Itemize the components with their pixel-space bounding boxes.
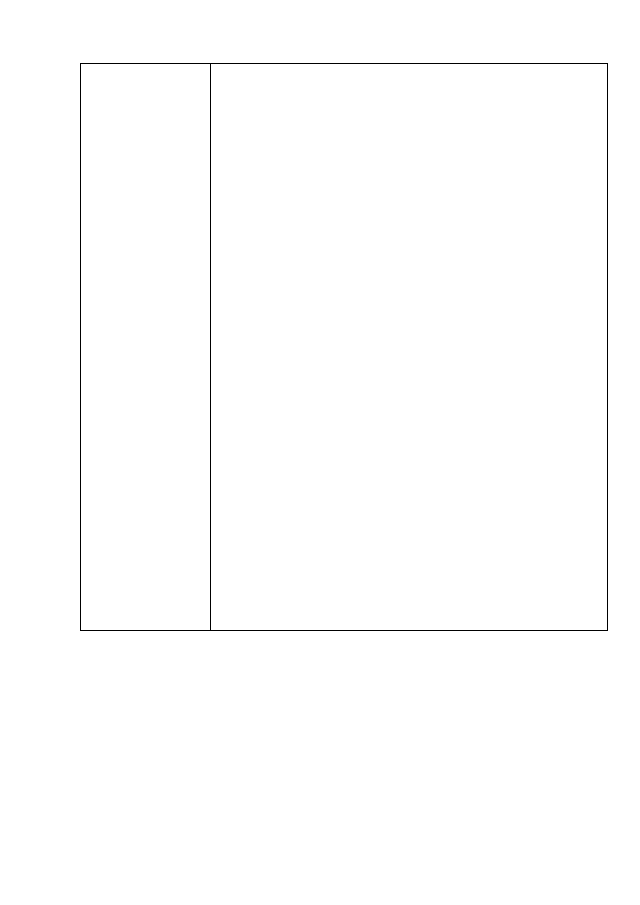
table-left-column [80,63,211,631]
funding-table [80,63,608,631]
